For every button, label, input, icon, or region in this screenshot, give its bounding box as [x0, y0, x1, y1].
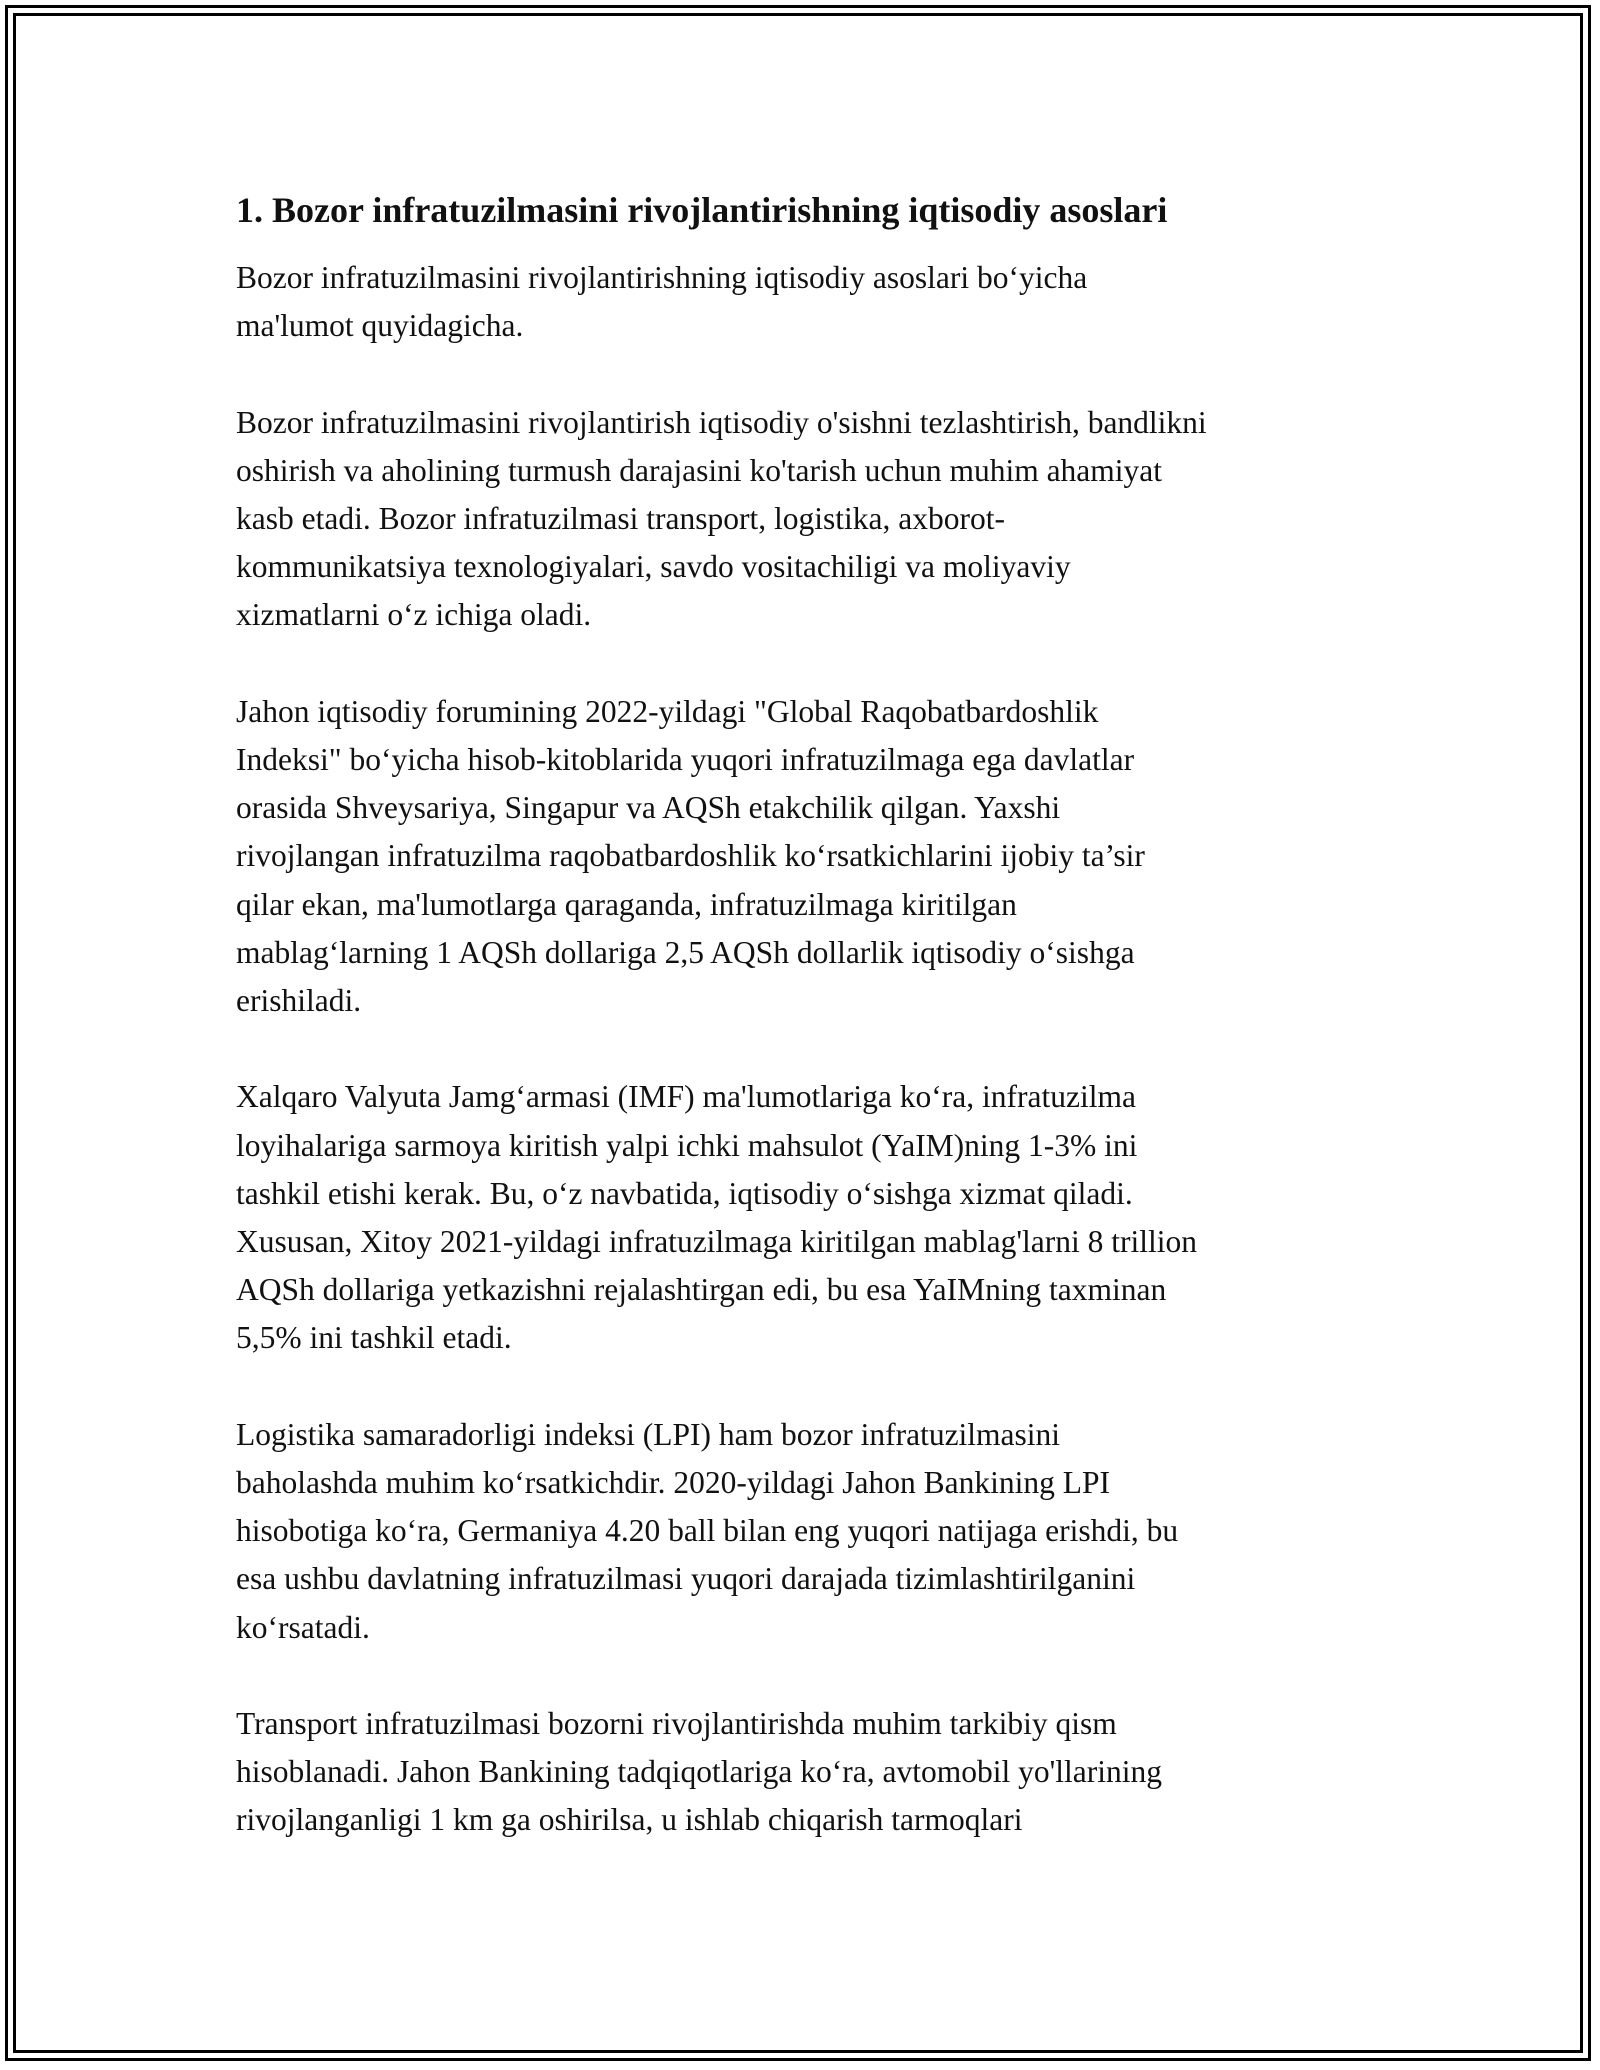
paragraph-line: ko‘rsatadi.	[236, 1609, 370, 1645]
paragraph-line: Transport infratuzilmasi bozorni rivojlantirishda muhim tarkibiy qism	[236, 1706, 1117, 1742]
paragraph	[236, 1700, 1376, 1845]
paragraph-line: Jahon iqtisodiy forumining 2022-yildagi "Global Raqobatbardoshlik	[236, 693, 1099, 729]
paragraph-line: qilar ekan, ma'lumotlarga qaraganda, infratuzilmaga kiritilgan	[236, 886, 1017, 922]
paragraph	[236, 688, 1376, 1025]
paragraph-line: AQSh dollariga yetkazishni rejalashtirgan edi, bu esa YaIMning taxminan	[236, 1272, 1167, 1308]
paragraph-line: Bozor infratuzilmasini rivojlantirish iqtisodiy o'sishni tezlashtirish, bandlikni	[236, 404, 1207, 440]
paragraph-line: mablag‘larning 1 AQSh dollariga 2,5 AQSh dollarlik iqtisodiy o‘sishga	[236, 934, 1135, 970]
paragraph-line: kommunikatsiya texnologiyalari, savdo vositachiligi va moliyaviy	[236, 549, 1071, 585]
paragraph-line: rivojlanganligi 1 km ga oshirilsa, u ishlab chiqarish tarmoqlari	[236, 1802, 1023, 1838]
document-body	[236, 186, 1376, 1893]
paragraph-line: 5,5% ini tashkil etadi.	[236, 1320, 512, 1356]
paragraph-line: Xalqaro Valyuta Jamg‘armasi (IMF) ma'lumotlariga ko‘ra, infratuzilma	[236, 1079, 1136, 1115]
paragraph-line: erishiladi.	[236, 983, 362, 1019]
paragraph-line: Xususan, Xitoy 2021-yildagi infratuzilmaga kiritilgan mablag'larni 8 trillion	[236, 1224, 1197, 1260]
paragraph-line: Bozor infratuzilmasini rivojlantirishning iqtisodiy asoslari bo‘yicha	[236, 260, 1088, 295]
paragraph-line: baholashda muhim ko‘rsatkichdir. 2020-yildagi Jahon Bankining LPI	[236, 1465, 1111, 1501]
paragraph-line: orasida Shveysariya, Singapur va AQSh etakchilik qilgan. Yaxshi	[236, 790, 1061, 826]
paragraph	[236, 254, 1376, 350]
paragraph-line: hisobotiga ko‘ra, Germaniya 4.20 ball bilan eng yuqori natijaga erishdi, bu	[236, 1513, 1179, 1549]
paragraph-list	[236, 254, 1376, 1845]
section-heading: 1. Bozor infratuzilmasini rivojlantirishning iqtisodiy asoslari	[236, 190, 1168, 230]
paragraph-line: tashkil etishi kerak. Bu, o‘z navbatida, iqtisodiy o‘sishga xizmat qiladi.	[236, 1175, 1133, 1211]
paragraph-line: Logistika samaradorligi indeksi (LPI) ham bozor infratuzilmasini	[236, 1416, 1061, 1452]
paragraph	[236, 1073, 1376, 1362]
paragraph-line: Indeksi" bo‘yicha hisob-kitoblarida yuqori infratuzilmaga ega davlatlar	[236, 742, 1135, 777]
paragraph-line: loyihalariga sarmoya kiritish yalpi ichki mahsulot (YaIM)ning 1-3% ini	[236, 1127, 1138, 1163]
paragraph-line: hisoblanadi. Jahon Bankining tadqiqotlariga ko‘ra, avtomobil yo'llarining	[236, 1754, 1163, 1790]
paragraph-line: kasb etadi. Bozor infratuzilmasi transport, logistika, axborot-	[236, 501, 1005, 536]
paragraph-line: xizmatlarni o‘z ichiga oladi.	[236, 597, 592, 633]
paragraph-line: rivojlangan infratuzilma raqobatbardoshlik ko‘rsatkichlarini ijobiy ta’sir	[236, 838, 1145, 874]
paragraph	[236, 1411, 1376, 1652]
paragraph-line: esa ushbu davlatning infratuzilmasi yuqori darajada tizimlashtirilganini	[236, 1561, 1136, 1597]
paragraph-line: ma'lumot quyidagicha.	[236, 308, 524, 344]
paragraph-line: oshirish va aholining turmush darajasini ko'tarish uchun muhim ahamiyat	[236, 452, 1163, 488]
paragraph	[236, 399, 1376, 640]
